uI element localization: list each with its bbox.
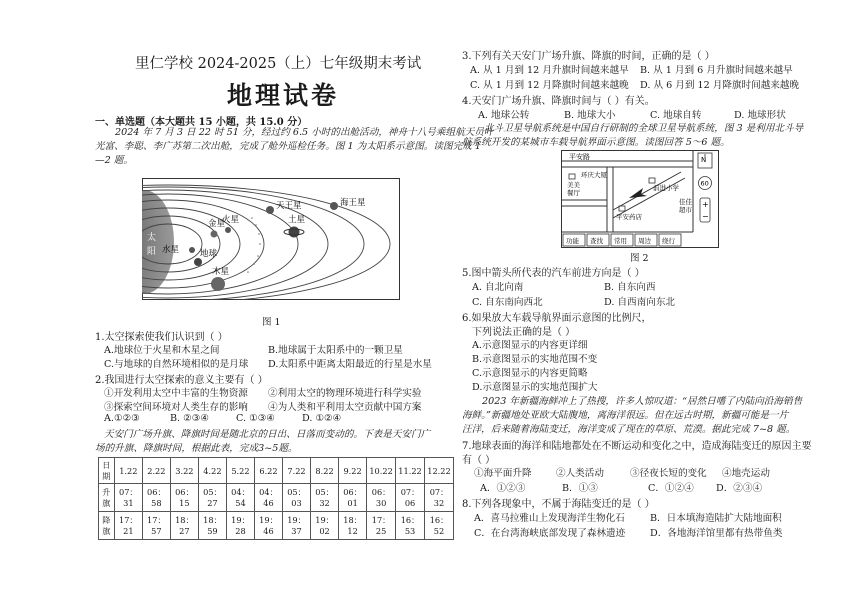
q8-option-b: B．日本填海造陆扩大陆地面积 bbox=[650, 513, 782, 524]
table-cell: 04：46 bbox=[254, 484, 282, 512]
table-cell: 05：32 bbox=[311, 484, 339, 512]
section-heading: 一、单选题（本大题共 15 小题，共 15.0 分） bbox=[95, 117, 308, 128]
intro3-line2: 航系统开发的某城市车载导航界面示意图。读图回答 5～6 题。 bbox=[462, 137, 730, 148]
mercury-dot bbox=[189, 247, 195, 253]
q4-stem: 4.天安门广场升旗、降旗时间与（ ）有关。 bbox=[462, 96, 655, 107]
school-exam-title: 里仁学校 2024-2025（上）七年级期末考试 bbox=[135, 56, 422, 72]
q5-option-b: B. 自东向西 bbox=[604, 282, 656, 293]
q4-option-d: D. 地球形状 bbox=[734, 110, 786, 121]
detour-button-label: 绕行 bbox=[662, 237, 675, 245]
jupiter-label: 木星 bbox=[212, 267, 230, 277]
market-label-1: 佳佳 bbox=[679, 198, 692, 206]
venus-dot bbox=[211, 231, 218, 238]
table-cell: 19：02 bbox=[311, 512, 339, 540]
q6-option-c: C.示意图显示的内容更简略 bbox=[472, 368, 588, 379]
table-row-date bbox=[99, 458, 454, 484]
table-cell: 升旗 bbox=[99, 484, 115, 512]
table-cell: 降旗 bbox=[99, 512, 115, 540]
q2-option-b: B. ②③④ bbox=[170, 413, 209, 424]
paper-title: 地理试卷 bbox=[227, 81, 340, 110]
q2-item-4: ④为人类和平利用太空贡献中国方案 bbox=[268, 402, 422, 413]
sun-label-2: 阳 bbox=[147, 247, 157, 257]
search-button-label: 查找 bbox=[590, 237, 603, 245]
q3-option-b: B. 从 1 月到 6 月升旗时间越来越早 bbox=[640, 65, 793, 76]
table-cell: 19：46 bbox=[254, 512, 282, 540]
nearby-button-label: 周边 bbox=[638, 237, 651, 245]
solar-system-figure bbox=[142, 178, 400, 300]
saturn-dot bbox=[289, 227, 300, 238]
q6-stem-line2: 下列说法正确的是（ ） bbox=[472, 327, 576, 338]
intro1-line3: —2 题。 bbox=[95, 155, 133, 166]
q2-option-d: D. ①②④ bbox=[302, 413, 342, 424]
q7-option-b: B．①③ bbox=[562, 483, 598, 494]
q2-item-2: ②利用太空的物理环境进行科学实验 bbox=[268, 388, 422, 399]
zoom-out-icon[interactable]: − bbox=[702, 212, 709, 221]
table-row-lower bbox=[99, 512, 454, 540]
pinganlu-label: 平安路 bbox=[569, 153, 590, 161]
intro2-line2: 场的升旗、降旗时间，根据此表，完成3~5题。 bbox=[95, 443, 298, 454]
common-button-label: 常用 bbox=[614, 237, 627, 245]
table-cell: 07：06 bbox=[396, 484, 425, 512]
sun-label-1: 太 bbox=[147, 233, 157, 243]
school-label: 前进小学 bbox=[653, 184, 679, 192]
table-cell: 12.22 bbox=[425, 458, 454, 484]
table-cell: 05：03 bbox=[283, 484, 311, 512]
speed-limit-value: 60 bbox=[700, 179, 709, 188]
figure2-caption: 图 2 bbox=[630, 253, 649, 264]
uranus-label: 天王星 bbox=[276, 201, 302, 211]
venus-label: 金星 bbox=[208, 219, 226, 229]
uranus-dot bbox=[266, 206, 274, 214]
neptune-label: 海王星 bbox=[340, 198, 366, 208]
table-cell: 11.22 bbox=[396, 458, 425, 484]
q5-option-d: D. 自西南向东北 bbox=[604, 297, 676, 308]
q6-stem-line1: 6.如果放大车载导航界面示意图的比例尺， bbox=[462, 313, 652, 324]
earth-label: 地球 bbox=[200, 249, 218, 259]
table-cell: 07：31 bbox=[114, 484, 142, 512]
q2-item-3: ③探索空间环境对人类生存的影响 bbox=[104, 402, 248, 413]
table-cell: 3.22 bbox=[170, 458, 198, 484]
table-cell: 05：27 bbox=[198, 484, 226, 512]
table-cell: 18：59 bbox=[198, 512, 226, 540]
table-cell: 8.22 bbox=[311, 458, 339, 484]
mercury-label: 水星 bbox=[162, 245, 180, 255]
table-cell: 2.22 bbox=[142, 458, 170, 484]
intro4-line1: 2023 年新疆海鲜冲上了热搜，许多人惊叹道：“居然日嗜了内陆向沿海销售 bbox=[482, 396, 803, 407]
q2-option-a: A.①②③ bbox=[104, 413, 140, 424]
q6-option-b: B.示意图显示的实地范围不变 bbox=[472, 354, 598, 365]
q7-option-d: D．②③④ bbox=[716, 483, 763, 494]
table-cell: 18：27 bbox=[170, 512, 198, 540]
meimei-label-1: 美美 bbox=[567, 181, 580, 189]
table-cell: 06：15 bbox=[170, 484, 198, 512]
q7-option-c: C．①②④ bbox=[648, 483, 694, 494]
q8-option-d: D．各地海洋馆里都有热带鱼类 bbox=[650, 528, 783, 539]
meimei-label-2: 餐厅 bbox=[567, 189, 580, 197]
q7-item-3: ③径夜长短的变化 bbox=[630, 468, 707, 479]
table-cell: 日期 bbox=[99, 458, 115, 484]
pharmacy-label: 平安药店 bbox=[616, 213, 642, 221]
earth-dot bbox=[194, 258, 202, 266]
mars-dot bbox=[225, 227, 231, 233]
q8-option-c: C．在台湾海峡底部发现了森林遗迹 bbox=[474, 528, 626, 539]
q2-stem: 2.我国进行太空探索的意义主要有（ ） bbox=[95, 375, 268, 386]
q8-stem: 8.下列各现象中，不属于海陆变迁的是（ ） bbox=[462, 499, 655, 510]
table-cell: 9.22 bbox=[339, 458, 367, 484]
table-cell: 5.22 bbox=[226, 458, 254, 484]
table-cell: 19：37 bbox=[283, 512, 311, 540]
table-cell: 4.22 bbox=[198, 458, 226, 484]
intro1-line2: 光富、李聪、李广苏第二次出舱，完成了舱外巡检任务。图 1 为太阳系示意图。读图完成 1 bbox=[95, 141, 481, 152]
market-label-2: 超市 bbox=[679, 206, 692, 214]
q3-option-d: D. 从 6 月到 12 月降旗时间越来越晚 bbox=[640, 80, 800, 91]
q7-option-a: A．①②③ bbox=[480, 483, 526, 494]
table-cell: 16：52 bbox=[425, 512, 454, 540]
intro2-line1: 天安门广场升旗、降旗时间是随北京的日出、日落而变动的。下表是天安门广 bbox=[104, 429, 431, 440]
q3-option-c: C. 从 1 月到 12 月降旗时间越来越晚 bbox=[470, 80, 629, 91]
table-cell: 1.22 bbox=[114, 458, 142, 484]
jupiter-dot bbox=[211, 277, 225, 291]
saturn-label: 土星 bbox=[288, 215, 306, 225]
q1-option-b: B.地球属于太阳系中的一颗卫星 bbox=[268, 345, 403, 356]
intro4-line2: 海鲜。”新疆地处亚欧大陆腹地，离海洋很远。但在远古时期，新疆可能是一片 bbox=[462, 410, 789, 421]
table-cell: 06：58 bbox=[142, 484, 170, 512]
q1-stem: 1.太空探索使我们认识到（ ） bbox=[95, 332, 228, 343]
intro3-line1: 北斗卫星导航系统是中国自行研制的全球卫星导航系统，图 3 是利用北斗导 bbox=[484, 123, 804, 134]
q2-item-1: ①开发利用太空中丰富的生物资源 bbox=[104, 388, 248, 399]
q5-stem: 5.图中箭头所代表的汽车前进方向是（ ） bbox=[462, 268, 645, 279]
function-button-label: 功能 bbox=[566, 237, 579, 245]
huanqiu-label: 环庆大厦 bbox=[581, 171, 607, 179]
intro4-line3: 汪洋，后来随着海陆变迁，海洋变成了现在的草原、荒漠。据此完成 7~8 题。 bbox=[462, 424, 796, 435]
car-navigation-figure bbox=[561, 150, 719, 248]
zoom-in-icon[interactable]: + bbox=[702, 200, 709, 209]
q4-option-a: A. 地球公转 bbox=[478, 110, 530, 121]
q6-option-d: D.示意图显示的实地范围扩大 bbox=[472, 382, 598, 393]
table-cell: 17：25 bbox=[367, 512, 396, 540]
table-cell: 18：12 bbox=[339, 512, 367, 540]
table-cell: 17：57 bbox=[142, 512, 170, 540]
q7-stem-line2: 有（ ） bbox=[462, 455, 496, 466]
q5-option-c: C. 自东南向西北 bbox=[472, 297, 543, 308]
q4-option-c: C. 地球自转 bbox=[650, 110, 702, 121]
table-cell: 19：28 bbox=[226, 512, 254, 540]
table-cell: 16：53 bbox=[396, 512, 425, 540]
q5-option-a: A. 自北向南 bbox=[472, 282, 524, 293]
q3-option-a: A. 从 1 月到 12 月升旗时间越来越早 bbox=[470, 65, 629, 76]
q7-stem-line1: 7.地球表面的海洋和陆地都处在不断运动和变化之中，造成海陆变迁的原因主要 bbox=[462, 441, 812, 452]
north-label: N bbox=[701, 156, 707, 164]
mars-label: 火星 bbox=[222, 215, 240, 225]
table-cell: 07：32 bbox=[425, 484, 454, 512]
q3-stem: 3.下列有关天安门广场升旗、降旗的时间，正确的是（ ） bbox=[462, 51, 715, 62]
q8-option-a: A．喜马拉雅山上发现海洋生物化石 bbox=[474, 513, 625, 524]
q6-option-a: A.示意图显示的内容更详细 bbox=[472, 340, 588, 351]
figure1-caption: 图 1 bbox=[262, 317, 281, 328]
intro1-line1: 2024 年 7 月 3 日 22 时 51 分，经过约 6.5 小时的出舱活动，神舟十八号乘组航天员叶 bbox=[115, 127, 494, 138]
q1-option-a: A.地球位于火星和木星之间 bbox=[104, 345, 220, 356]
table-cell: 06：01 bbox=[339, 484, 367, 512]
q7-item-2: ②人类活动 bbox=[556, 468, 604, 479]
table-cell: 06：30 bbox=[367, 484, 396, 512]
table-cell: 10.22 bbox=[367, 458, 396, 484]
flag-time-table bbox=[98, 457, 454, 540]
q2-option-c: C. ①③④ bbox=[236, 413, 275, 424]
table-cell: 04：54 bbox=[226, 484, 254, 512]
neptune-dot bbox=[330, 202, 338, 210]
q1-option-c: C.与地球的自然环境相似的是月球 bbox=[104, 359, 249, 370]
table-cell: 6.22 bbox=[254, 458, 282, 484]
q7-item-1: ①海平面升降 bbox=[474, 468, 532, 479]
table-row-raise bbox=[99, 484, 454, 512]
q1-option-d: D.太阳系中距离太阳最近的行星是水星 bbox=[268, 359, 432, 370]
table-cell: 17：21 bbox=[114, 512, 142, 540]
q4-option-b: B. 地球大小 bbox=[564, 110, 616, 121]
q7-item-4: ④地壳运动 bbox=[722, 468, 770, 479]
table-cell: 7.22 bbox=[283, 458, 311, 484]
